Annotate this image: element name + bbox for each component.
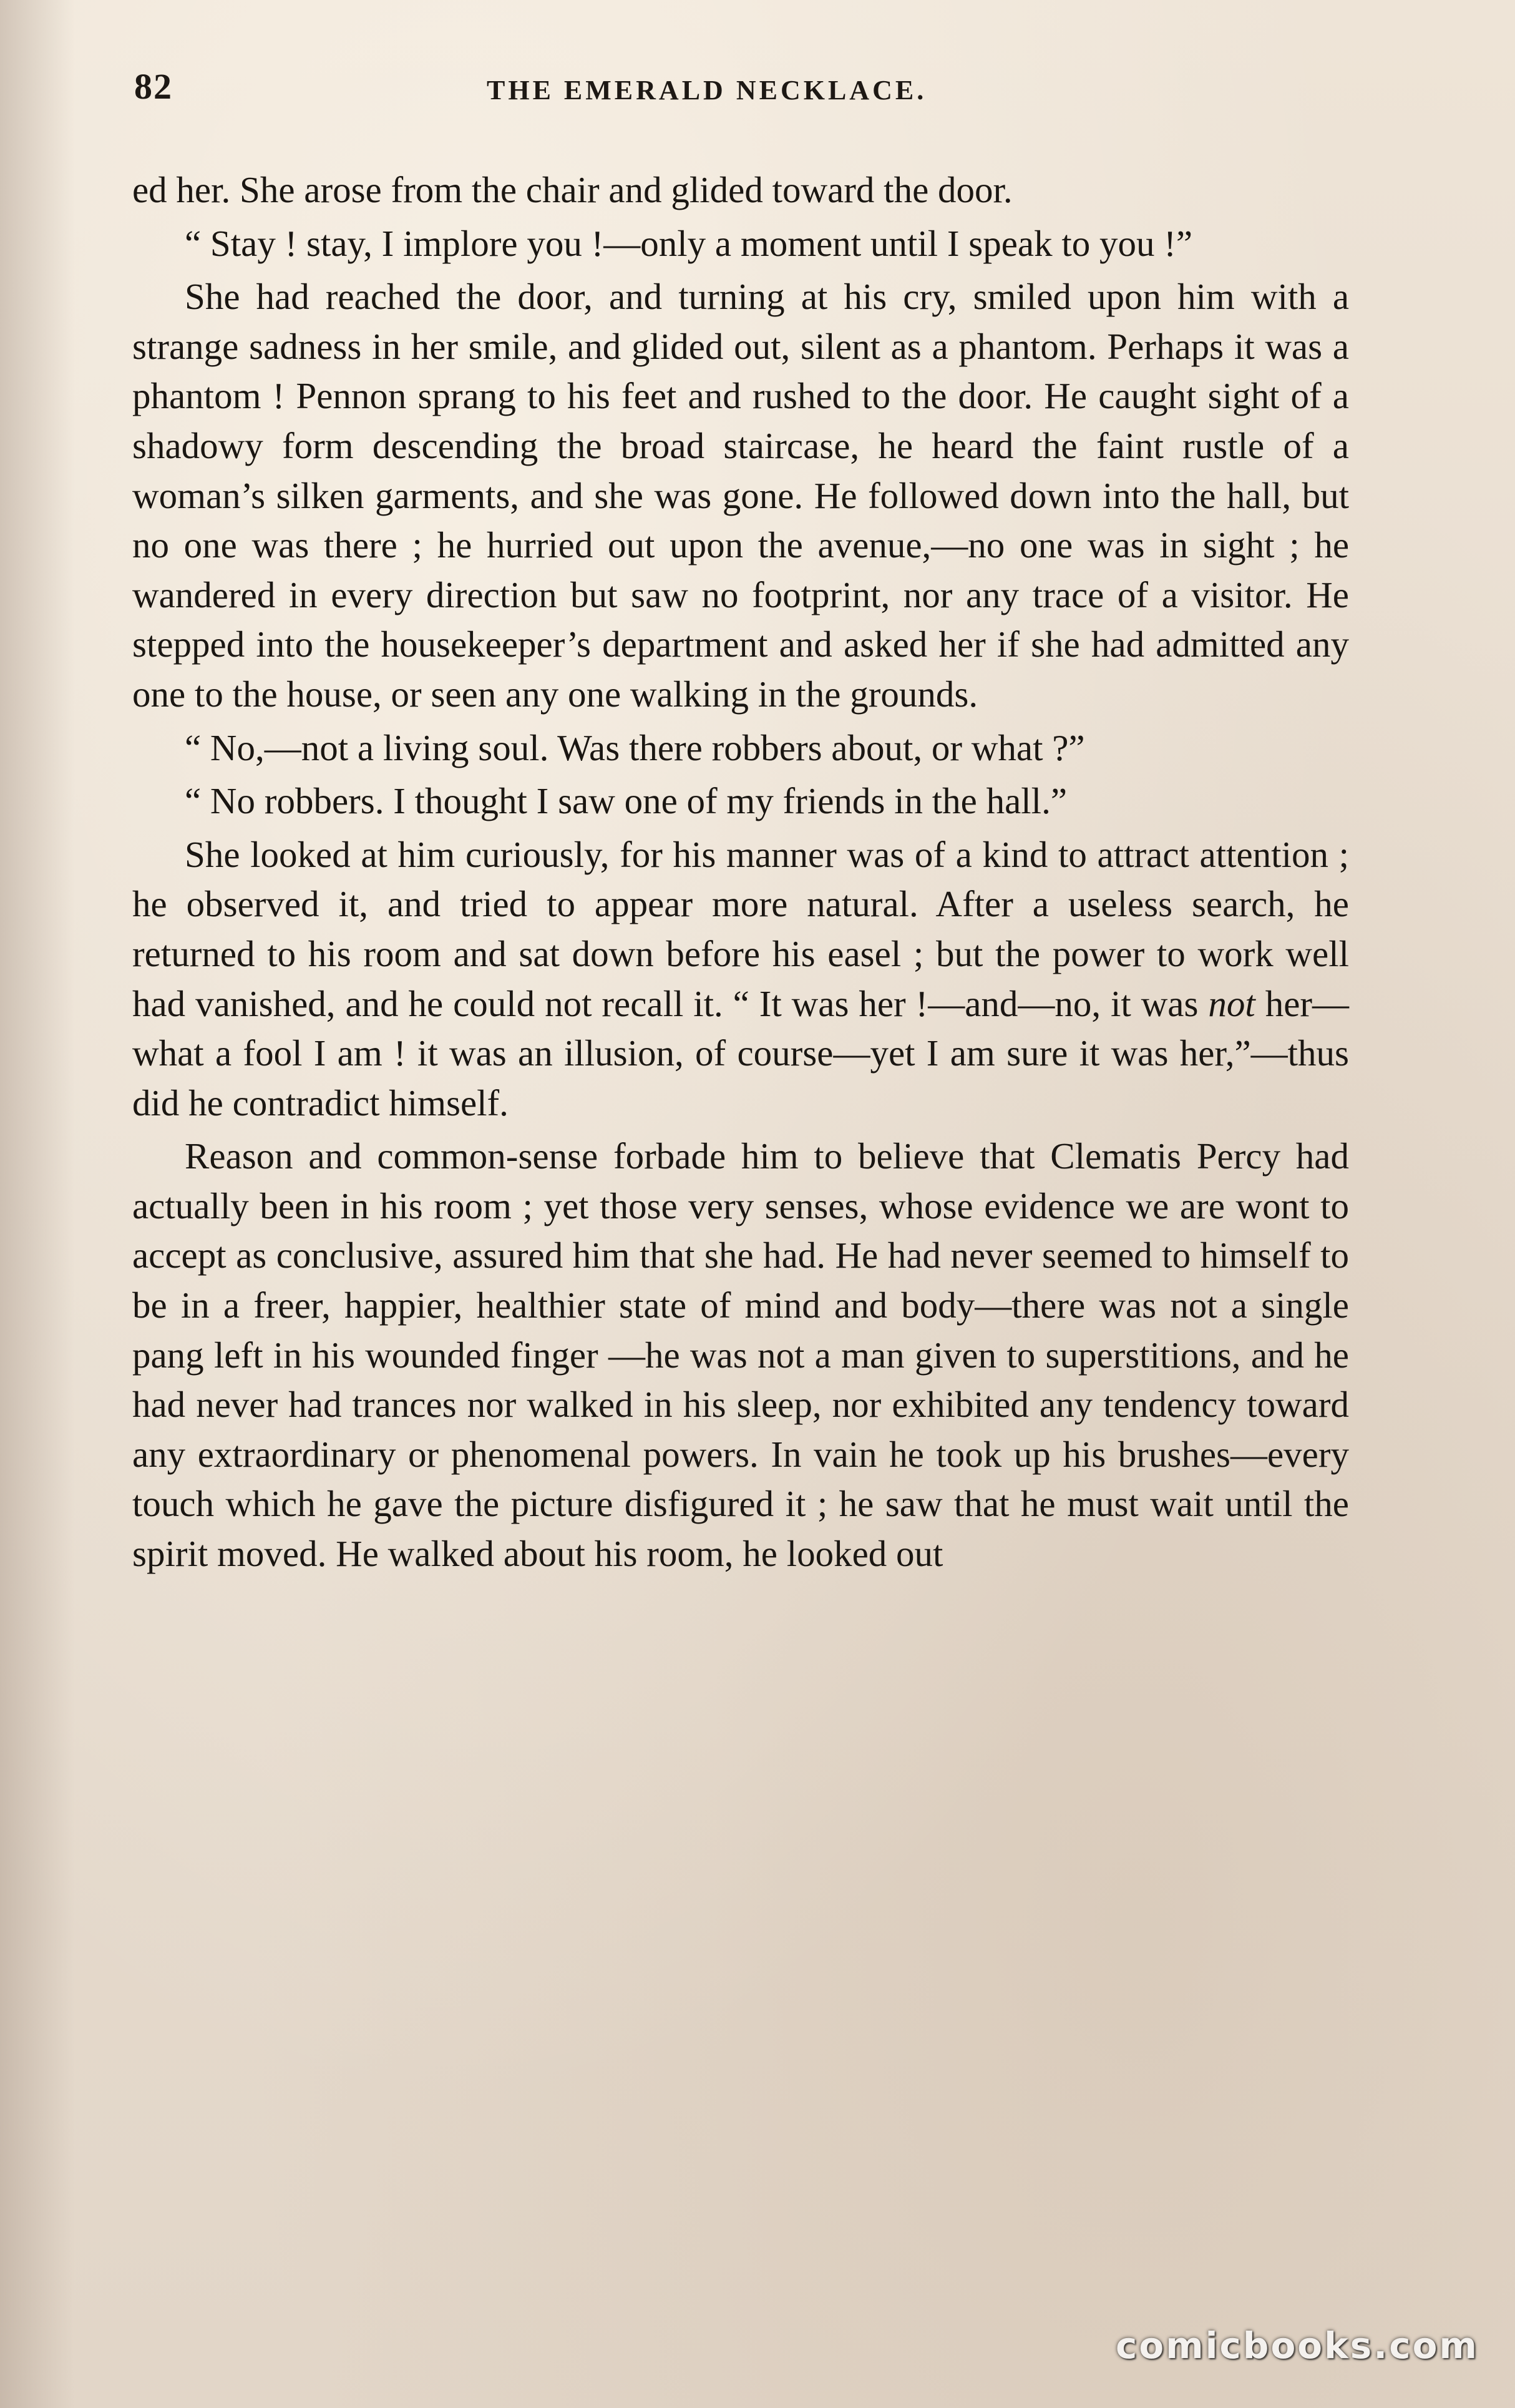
emphasis-not: not — [1208, 982, 1255, 1024]
page-edge-shadow — [0, 0, 75, 2408]
page-header — [134, 66, 1348, 115]
paragraph: She had reached the door, and turning at his cry, smiled upon him with a strange sadness in her smile, and glided out, silent as a phantom. Perhaps it was a phantom ! Pennon sprang to his feet and rushed to the door. He caught sight of a shadowy form descending the broad staircase, he heard the faint rustle of a woman’s silken garments, and she was gone. He followed down into the hall, but no one was there ; he hurried out upon the avenue,—no one was in sight ; he wandered in every direction but saw no footprint, nor any trace of a visitor. He stepped into the housekeeper’s department and asked her if she had admitted any one to the house, or seen any one walking in the grounds. — [132, 276, 1349, 715]
paragraph: Reason and common-sense forbade him to believe that Clematis Percy had actually been in his room ; yet those very senses, whose evidence we are wont to accept as conclusive, assured him that she had. He had never seemed to himself to be in a freer, happier, healthier state of mind and body—there was not a single pang left in his wounded finger —he was not a man given to superstitions, and he had never had trances nor walked in his sleep, nor exhibited any tendency toward any extraordinary or phenomenal powers. In vain he took up his brushes—every touch which he gave the picture disfigured it ; he saw that he must wait until the spirit moved. He walked about his room, he looked out — [132, 1135, 1349, 1575]
paragraph: ed her. She arose from the chair and glided toward the door. — [132, 169, 1013, 210]
paragraph — [132, 830, 1349, 1128]
paragraph: “ Stay ! stay, I implore you !—only a moment until I speak to you !” — [185, 222, 1193, 264]
paragraph: “ No,—not a living soul. Was there robbers about, or what ?” — [185, 727, 1085, 768]
watermark: comicbooks.com — [1116, 2324, 1479, 2367]
page-number: 82 — [134, 66, 173, 107]
paragraph-text: her—what a fool I am ! it was an illusion, of course—yet I am sure it was her,”—thus did he contradict himself. — [132, 982, 1350, 1123]
body-text — [132, 165, 1349, 1583]
paragraph: “ No robbers. I thought I saw one of my friends in the hall.” — [185, 780, 1068, 822]
paragraph-text: She looked at him curiously, for his manner was of a kind to attract attention ; he observed it, and tried to appear more natural. After a useless search, he returned to his room and sat down before his easel ; but the power to work well had vanished, and he could not recall it. “ It was her !—and—no, it was — [132, 833, 1349, 1024]
running-head: THE EMERALD NECKLACE. — [487, 75, 927, 105]
